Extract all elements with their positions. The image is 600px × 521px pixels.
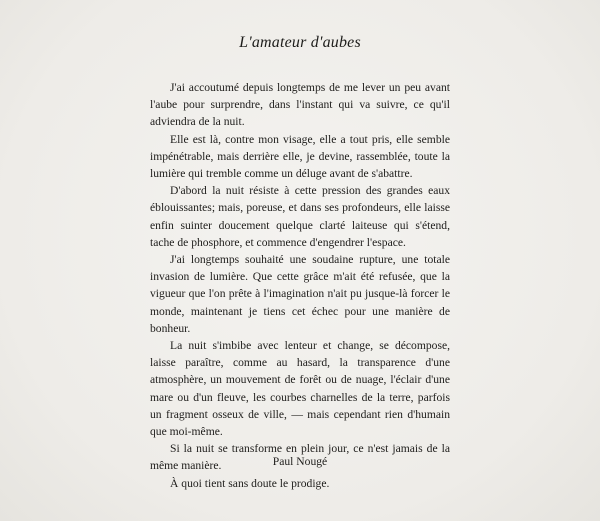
paragraph: J'ai accoutumé depuis longtemps de me lever un peu avant l'aube pour surprendre, dans l'instant qui va suivre, ce qu'il adviendra de la nuit.	[150, 81, 450, 129]
poem-title: L'amateur d'aubes	[239, 34, 361, 51]
paragraph: J'ai longtemps souhaité une soudaine rupture, une totale invasion de lumière. Que cette grâce m'ait été refusée, que la vigueur que l'on prête à l'imagination n'ait pu jusque-là forcer le monde, maintenant je tiens cet échec pour une manière de bonheur.	[150, 253, 450, 335]
poem-body	[150, 79, 450, 492]
paragraph: La nuit s'imbibe avec lenteur et change, se décompose, laisse paraître, comme au hasard, la transparence d'une atmosphère, un mouvement de forêt ou de nuage, l'éclair d'une mare ou d'un fleuve, les courbes charnelles de la terre, parfois un fragment osseux de ville, — mais cependant rien d'humain que moi-même.	[150, 339, 450, 439]
author-signature: Paul Nougé	[272, 455, 328, 468]
paragraph: À quoi tient sans doute le prodige.	[170, 476, 330, 490]
paragraph: Elle est là, contre mon visage, elle a tout pris, elle semble impénétrable, mais derrière elle, je devine, rassemblée, toute la lumière qui tremble comme un déluge avant de s'abattre.	[150, 132, 450, 181]
paragraph: Si la nuit se transforme en plein jour, ce n'est jamais de la même manière.	[150, 442, 450, 473]
paragraph: D'abord la nuit résiste à cette pression des grandes eaux éblouissantes; mais, poreuse, et dans ses profondeurs, elle laisse enfin suinter doucement quelque clarté laiteuse qui s'étend, tache de phosphore, et commence d'engendrer l'espace.	[150, 184, 450, 249]
